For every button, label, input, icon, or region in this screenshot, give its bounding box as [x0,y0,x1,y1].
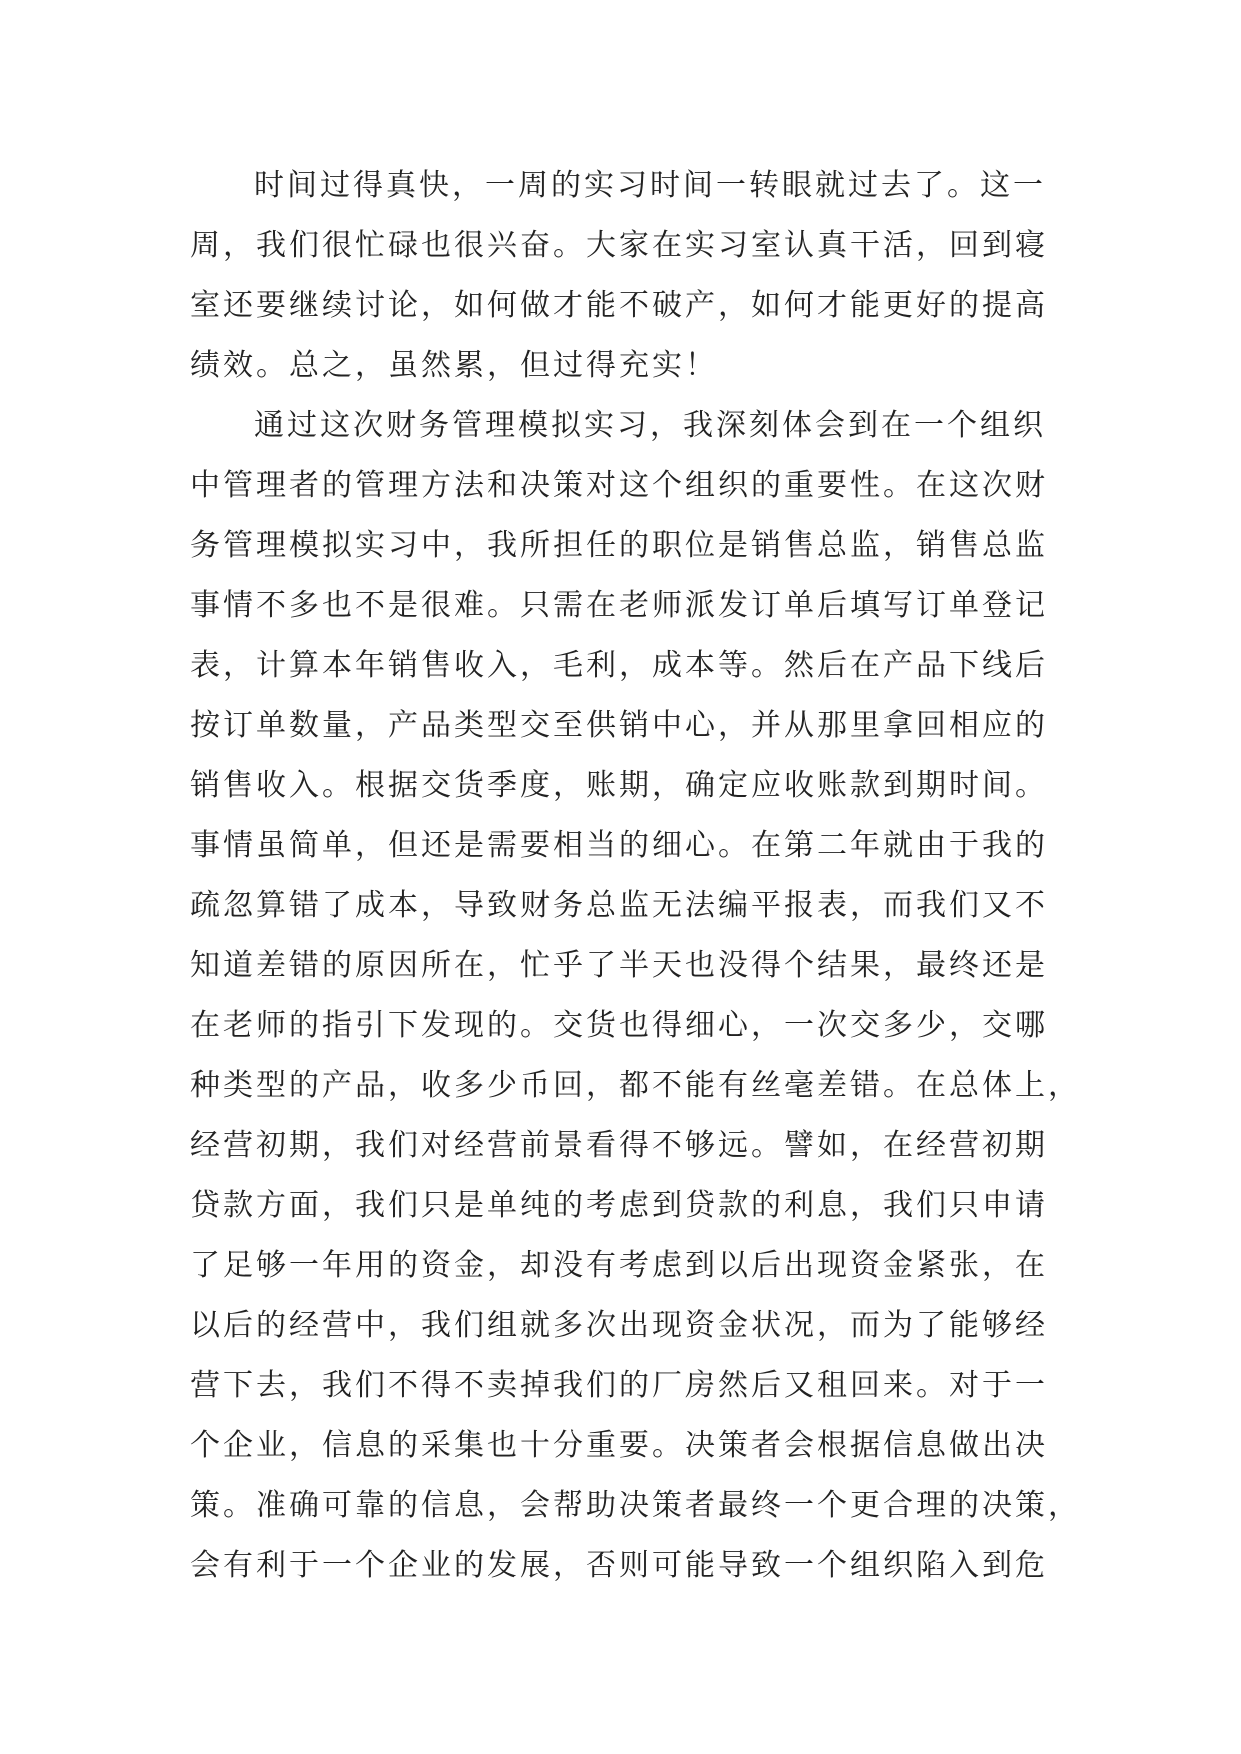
paragraph-line: 种类型的产品，收多少币回，都不能有丝毫差错。在总体上， [190,1068,1081,1103]
paragraph-line: 以后的经营中，我们组就多次出现资金状况，而为了能够经 [190,1308,1048,1343]
paragraph-line: 会有利于一个企业的发展，否则可能导致一个组织陷入到危 [190,1548,1048,1583]
paragraph-line: 销售收入。根据交货季度，账期，确定应收账款到期时间。 [190,768,1048,803]
paragraph-line: 时间过得真快，一周的实习时间一转眼就过去了。这一 [254,168,1046,203]
paragraph-line: 通过这次财务管理模拟实习，我深刻体会到在一个组织 [254,408,1046,443]
paragraph-line: 贷款方面，我们只是单纯的考虑到贷款的利息，我们只申请 [190,1188,1048,1223]
paragraph-line: 知道差错的原因所在，忙乎了半天也没得个结果，最终还是 [190,948,1048,983]
paragraph-line: 了足够一年用的资金，却没有考虑到以后出现资金紧张，在 [190,1248,1048,1283]
paragraph-line: 中管理者的管理方法和决策对这个组织的重要性。在这次财 [190,468,1048,503]
paragraph-line: 经营初期，我们对经营前景看得不够远。譬如，在经营初期 [190,1128,1048,1163]
paragraph-line: 按订单数量，产品类型交至供销中心，并从那里拿回相应的 [190,708,1048,743]
paragraph-line: 事情虽简单，但还是需要相当的细心。在第二年就由于我的 [190,828,1048,863]
paragraph-line: 表，计算本年销售收入，毛利，成本等。然后在产品下线后 [190,648,1048,683]
paragraph-line: 疏忽算错了成本，导致财务总监无法编平报表，而我们又不 [190,888,1048,923]
paragraph-line: 营下去，我们不得不卖掉我们的厂房然后又租回来。对于一 [190,1368,1048,1403]
paragraph-line: 策。准确可靠的信息，会帮助决策者最终一个更合理的决策， [190,1488,1081,1523]
document-body [190,156,1081,1596]
paragraph-line: 个企业，信息的采集也十分重要。决策者会根据信息做出决 [190,1428,1048,1463]
paragraph-line: 室还要继续讨论，如何做才能不破产，如何才能更好的提高 [190,288,1048,323]
paragraph-line: 绩效。总之，虽然累，但过得充实！ [190,348,718,383]
paragraph-1 [190,156,1050,396]
paragraph-line: 务管理模拟实习中，我所担任的职位是销售总监，销售总监 [190,528,1048,563]
paragraph-line: 在老师的指引下发现的。交货也得细心，一次交多少，交哪 [190,1008,1048,1043]
paragraph-line: 事情不多也不是很难。只需在老师派发订单后填写订单登记 [190,588,1048,623]
paragraph-2 [190,396,1081,1596]
paragraph-line: 周，我们很忙碌也很兴奋。大家在实习室认真干活，回到寝 [190,228,1048,263]
